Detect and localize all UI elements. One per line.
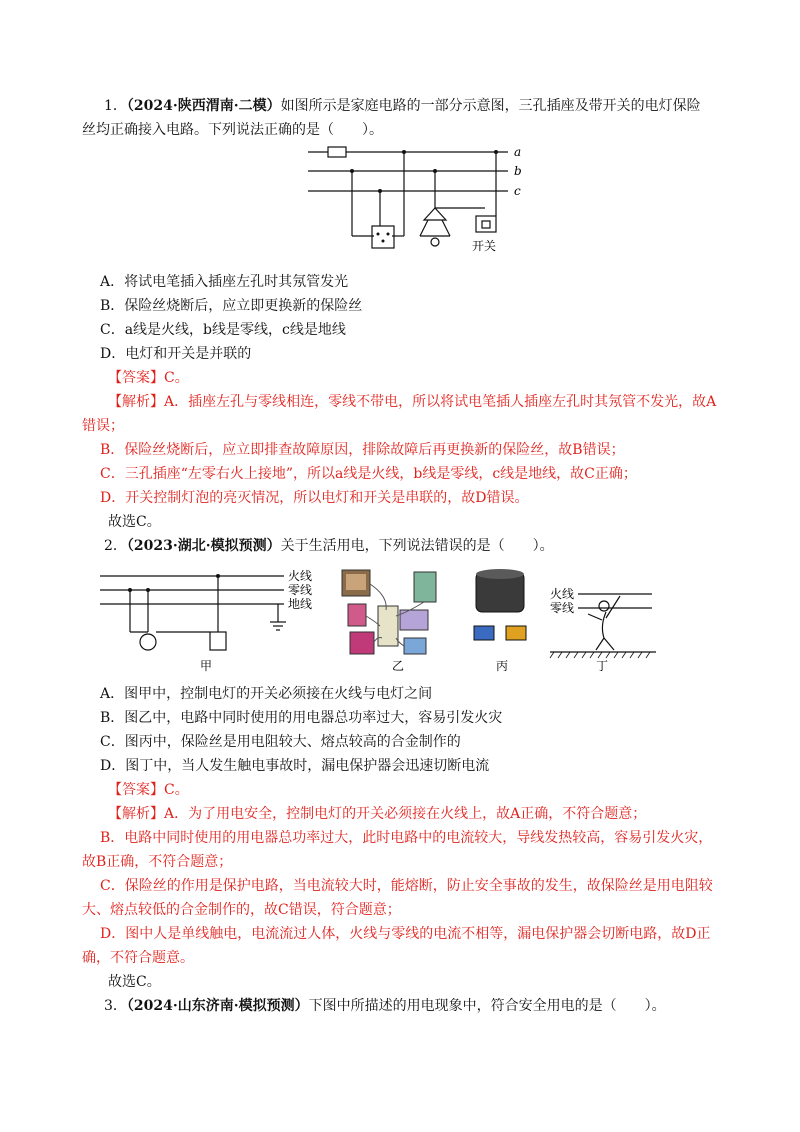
q1-circuit-figure — [300, 140, 540, 258]
q2-analysis-tag: 【解析】 — [108, 806, 164, 822]
q1-analysis-5: D．开关控制灯泡的亮灭情况，所以电灯和开关是串联的，故D错误。 — [100, 490, 529, 506]
q1-switch-label: 开关 — [472, 239, 497, 253]
lamp-bulb — [431, 238, 439, 246]
fuse-symbol — [328, 147, 346, 157]
q1-option-a: A．将试电笔插入插座左孔时其氖管发光 — [100, 274, 349, 290]
q2-analysis-6: D．图中人是单线触电，电流流过人体，火线与零线的电流不相等，漏电保护器会切断电路，故D正 — [100, 926, 711, 942]
q1-option-c: C．a线是火线，b线是零线，c线是地线 — [100, 322, 346, 338]
jia-bulb — [140, 634, 156, 650]
q1-label-a: a — [514, 145, 522, 159]
q2-stem-line — [104, 536, 554, 556]
appliance-fridge — [414, 572, 436, 602]
q2-figure-bing — [466, 566, 536, 676]
q1-analysis-line-1 — [108, 392, 716, 412]
jia-neutral-label: 零线 — [288, 583, 313, 597]
q3-stem-line — [104, 996, 666, 1016]
q2-option-d: D．图丁中，当人发生触电事故时，漏电保护器会迅速切断电流 — [100, 758, 490, 774]
jia-caption: 甲 — [200, 659, 213, 673]
q2-answer: C。 — [164, 782, 189, 798]
q1-conclusion: 故选C。 — [108, 514, 161, 530]
q1-answer-tag: 【答案】 — [108, 370, 164, 386]
q2-analysis-1: A．为了用电安全，控制电灯的开关必须接在火线上，故A正确，不符合题意； — [164, 806, 647, 822]
q1-stem-line-2: 丝均正确接入电路。下列说法正确的是（ ）。 — [82, 122, 383, 138]
q2-conclusion: 故选C。 — [108, 974, 161, 990]
q2-number: 2． — [104, 538, 127, 554]
q1-stem-line-1 — [104, 96, 701, 116]
q2-analysis-2: B．电路中同时使用的用电器总功率过大，此时电路中的电流较大，导线发热较高，容易引发火灾， — [100, 830, 713, 846]
q2-source: （2023·湖北·模拟预测） — [126, 538, 281, 554]
q2-figure-jia — [100, 566, 320, 676]
q1-analysis-4: C．三孔插座“左零右火上接地”，所以a线是火线，b线是零线，c线是地线，故C正确； — [100, 466, 637, 482]
q1-analysis-2: 错误； — [82, 418, 124, 434]
ding-caption: 丁 — [596, 659, 609, 673]
q1-option-b: B．保险丝烧断后，应立即更换新的保险丝 — [100, 298, 363, 314]
q1-label-b: b — [514, 164, 522, 178]
q3-source: （2024·山东济南·模拟预测） — [126, 998, 309, 1014]
jia-live-label: 火线 — [288, 569, 313, 583]
q3-number: 3． — [104, 998, 127, 1014]
q1-analysis-3: B．保险丝烧断后，应立即排查故障原因，排除故障后再更换新的保险丝，故B错误； — [100, 442, 625, 458]
q2-analysis-5: 大、熔点较低的合金制作的，故C错误，符合题意； — [82, 902, 401, 918]
q3-stem: 下图中所描述的用电现象中，符合安全用电的是（ ）。 — [308, 998, 666, 1014]
three-hole-socket — [372, 226, 394, 248]
q2-analysis-7: 确，不符合题意。 — [82, 950, 194, 966]
ding-person-head — [599, 601, 609, 611]
q2-answer-tag: 【答案】 — [108, 782, 164, 798]
q1-stem-1: 如图所示是家庭电路的一部分示意图，三孔插座及带开关的电灯保险 — [280, 98, 701, 114]
q1-label-c: c — [514, 184, 521, 198]
q2-option-c: C．图丙中，保险丝是用电阻较大、熔点较高的合金制作的 — [100, 734, 461, 750]
power-strip — [378, 606, 398, 646]
switch-box — [476, 216, 496, 232]
q1-answer: C。 — [164, 370, 189, 386]
ding-live-label: 火线 — [550, 587, 575, 601]
q2-analysis-3: 故B正确，不符合题意； — [82, 854, 233, 870]
q1-option-d: D．电灯和开关是并联的 — [100, 346, 252, 362]
bing-caption: 丙 — [496, 659, 509, 673]
q1-analysis-tag: 【解析】 — [108, 394, 164, 410]
q1-source: （2024·陕西渭南·二模） — [126, 98, 281, 114]
q2-option-b: B．图乙中，电路中同时使用的用电器总功率过大，容易引发火灾 — [100, 710, 503, 726]
q2-answer-line — [108, 780, 189, 800]
q2-stem: 关于生活用电，下列说法错误的是（ ）。 — [280, 538, 554, 554]
q2-analysis-4: C．保险丝的作用是保护电路，当电流较大时，能熔断，防止安全事故的发生，故保险丝是用电阻较 — [100, 878, 713, 894]
jia-switch — [210, 632, 226, 650]
q2-option-a: A．图甲中，控制电灯的开关必须接在火线与电灯之间 — [100, 686, 433, 702]
q1-analysis-1: A．插座左孔与零线相连，零线不带电，所以将试电笔插人插座左孔时其氖管不发光，故A — [164, 394, 717, 410]
yi-caption: 乙 — [392, 659, 405, 673]
jia-ground-label: 地线 — [288, 597, 313, 611]
q2-figure-ding — [548, 566, 658, 676]
q1-answer-line — [108, 368, 189, 388]
q2-analysis-line-1 — [108, 804, 646, 824]
ding-neutral-label: 零线 — [550, 601, 575, 615]
q1-number: 1． — [104, 98, 127, 114]
q2-figure-yi — [338, 566, 448, 676]
